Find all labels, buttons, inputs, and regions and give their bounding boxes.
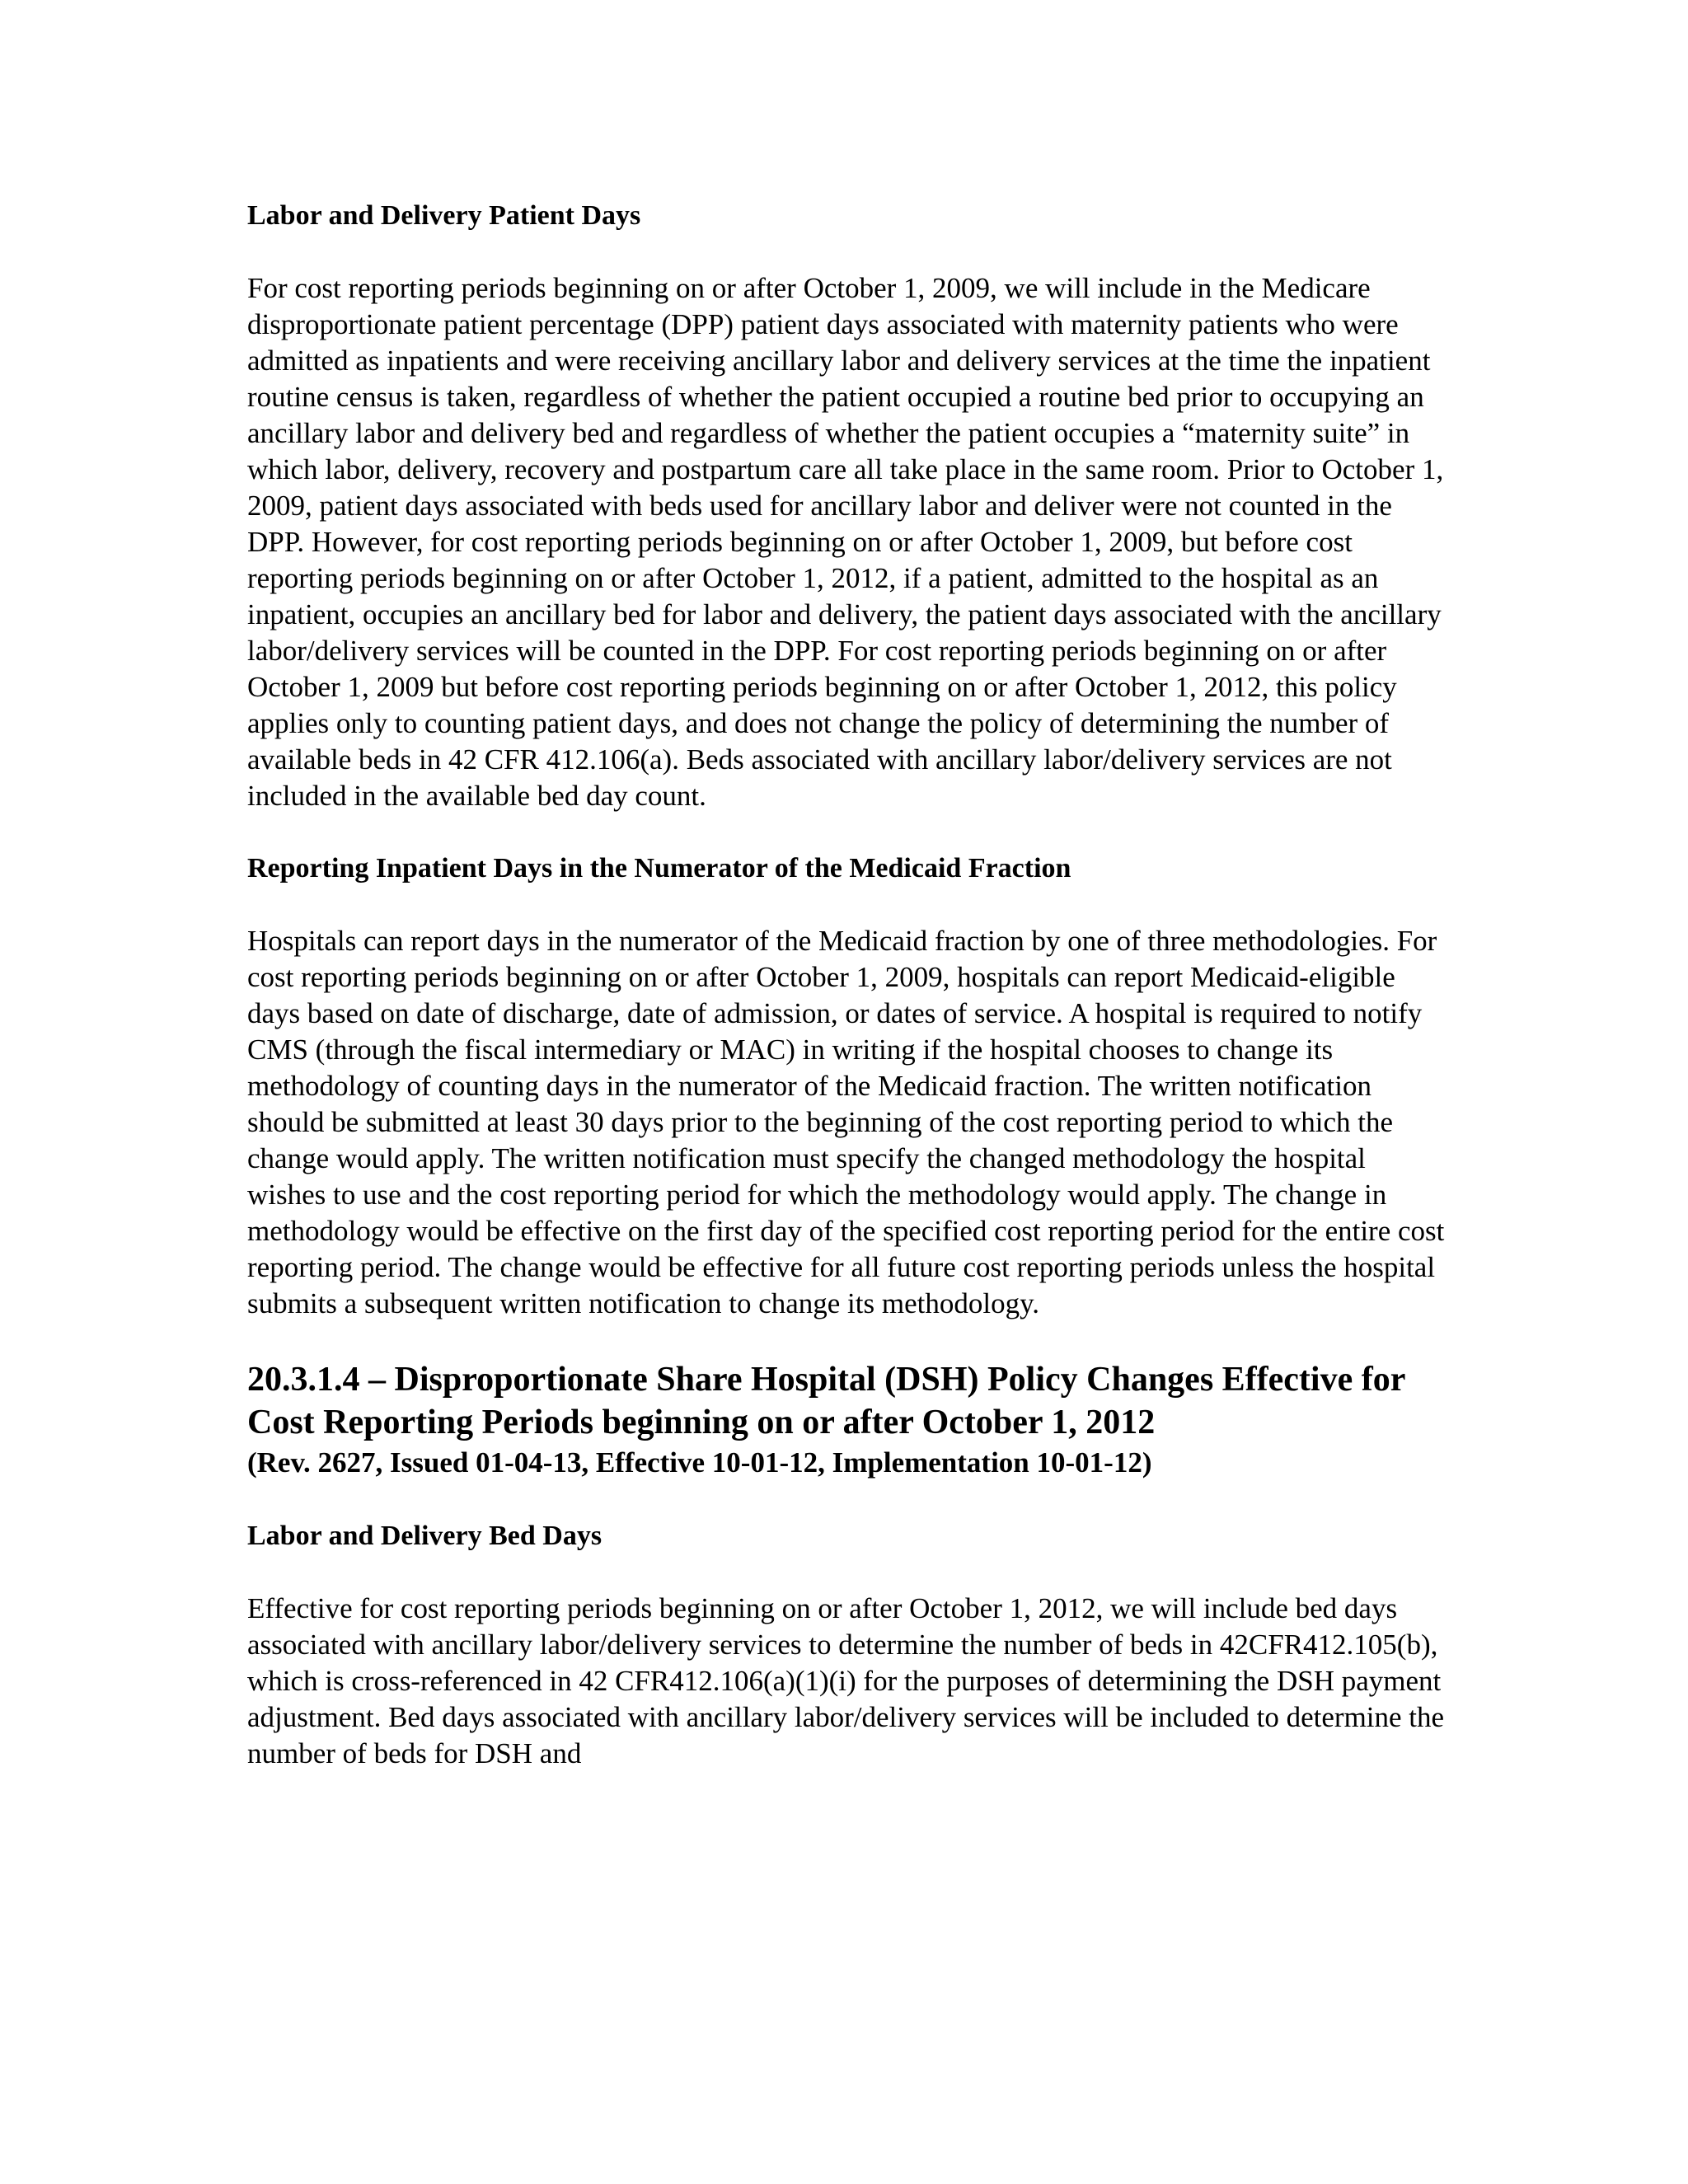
paragraph-labor-delivery-bed-days: Effective for cost reporting periods beginning on or after October 1, 2012, we will include bed days associated with ancillary labor/delivery services to determine the number of beds in 42CFR412.105(b), which is cross-referenced in 42 CFR412.106(a)(1)(i) for the purposes of determining the DSH payment adjustment. Bed days associated with ancillary labor/delivery services will be included to determine the number of beds for DSH and bbox=[247, 1592, 1445, 1769]
section-title-20-3-1-4: 20.3.1.4 – Disproportionate Share Hospital (DSH) Policy Changes Effective for Cost Reporting Periods beginning on or after October 1, 2012 bbox=[247, 1361, 1405, 1441]
paragraph-labor-delivery-patient-days: For cost reporting periods beginning on or after October 1, 2009, we will include in the Medicare disproportionate patient percentage (DPP) patient days associated with maternity patients who were admitted as inpatients and were receiving ancillary labor and delivery services at the time the inpatient routine census is taken, regardless of whether the patient occupied a routine bed prior to occupying an ancillary labor and delivery bed and regardless of whether the patient occupies a “maternity suite” in which labor, delivery, recovery and postpartum care all take place in the same room. Prior to October 1, 2009, patient days associated with beds used for ancillary labor and deliver were not counted in the DPP. However, for cost reporting periods beginning on or after October 1, 2009, but before cost reporting periods beginning on or after October 1, 2012, if a patient, admitted to the hospital as an inpatient, occupies an ancillary bed for labor and delivery, the patient days associated with the ancillary labor/delivery services will be counted in the DPP. For cost reporting periods beginning on or after October 1, 2009 but before cost reporting periods beginning on or after October 1, 2012, this policy applies only to counting patient days, and does not change the policy of determining the number of available beds in 42 CFR 412.106(a). Beds associated with ancillary labor/delivery services are not included in the available bed day count. bbox=[247, 272, 1444, 812]
heading-labor-delivery-bed-days: Labor and Delivery Bed Days bbox=[247, 1521, 603, 1551]
revision-note: (Rev. 2627, Issued 01-04-13, Effective 10-01-12, Implementation 10-01-12) bbox=[247, 1446, 1152, 1479]
heading-labor-delivery-patient-days: Labor and Delivery Patient Days bbox=[247, 200, 641, 231]
paragraph-reporting-inpatient-days: Hospitals can report days in the numerator of the Medicaid fraction by one of three methodologies. For cost reporting periods beginning on or after October 1, 2009, hospitals can report Medicaid-eligible days based on date of discharge, date of admission, or dates of service. A hospital is required to notify CMS (through the fiscal intermediary or MAC) in writing if the hospital chooses to change its methodology of counting days in the numerator of the Medicaid fraction. The written notification should be submitted at least 30 days prior to the beginning of the cost reporting period to which the change would apply. The written notification must specify the changed methodology the hospital wishes to use and the cost reporting period for which the methodology would apply. The change in methodology would be effective on the first day of the specified cost reporting period for the entire cost reporting period. The change would be effective for all future cost reporting periods unless the hospital submits a subsequent written notification to change its methodology. bbox=[247, 925, 1445, 1319]
heading-reporting-inpatient-days: Reporting Inpatient Days in the Numerator of the Medicaid Fraction bbox=[247, 853, 1071, 883]
document-page bbox=[247, 198, 1451, 1808]
